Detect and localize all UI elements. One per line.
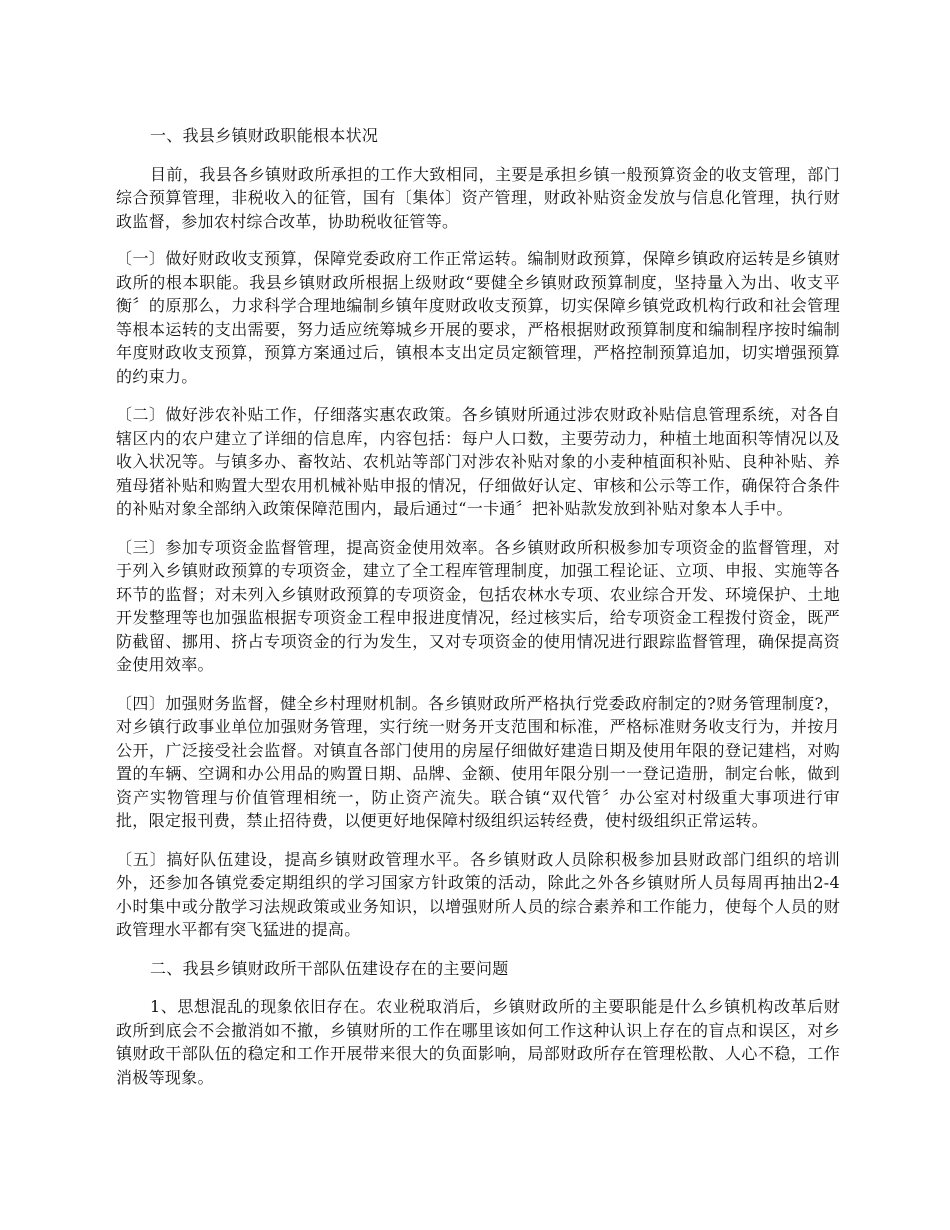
item-paragraph-1: 〔一〕做好财政收支预算，保障党委政府工作正常运转。编制财政预算，保障乡镇政府运转是乡镇财政所的根本职能。我县乡镇财政所根据上级财政“要健全乡镇财政预算制度，坚持量入为出、收支平衡〞的原那么，力求科学合理地编制乡镇年度财政收支预算，切实保障乡镇党政机构行政和社会管理等根本运转的支出需要，努力适应统筹城乡开展的要求，严格根据财政预算制度和编制程序按时编制年度财政收支预算，预算方案通过后，镇根本支出定员定额管理，严格控制预算追加，切实增强预算的约束力。 (116, 249, 840, 386)
item-paragraph-4: 〔四〕加强财务监督，健全乡村理财机制。各乡镇财政所严格执行党委政府制定的?财务管理制度?，对乡镇行政事业单位加强财务管理，实行统一财务开支范围和标准，严格标准财务收支行为，并按月公开，广泛接受社会监督。对镇直各部门使用的房屋仔细做好建造日期及使用年限的登记建档，对购置的车辆、空调和办公用品的购置日期、品牌、金额、使用年限分别一一登记造册，制定台帐，做到资产实物管理与价值管理相统一，防止资产流失。联合镇“双代管〞办公室对村级重大事项进行审批，限定报刊费，禁止招待费，以便更好地保障村级组织运转经费，使村级组织正常运转。 (116, 693, 840, 830)
item-paragraph-5: 〔五〕搞好队伍建设，提高乡镇财政管理水平。各乡镇财政人员除积极参加县财政部门组织的培训外，还参加各镇党委定期组织的学习国家方针政策的活动，除此之外各乡镇财所人员每周再抽出2-4小时集中或分散学习法规政策或业务知识，以增强财所人员的综合素养和工作能力，使每个人员的财政管理水平都有突飞猛进的提高。 (116, 849, 840, 939)
item-paragraph-2: 〔二〕做好涉农补贴工作，仔细落实惠农政策。各乡镇财所通过涉农财政补贴信息管理系统，对各自辖区内的农户建立了详细的信息库，内容包括：每户人口数，主要劳动力，种植土地面积等情况以及收入状况等。与镇多办、畜牧站、农机站等部门对涉农补贴对象的小麦种植面积补贴、良种补贴、养殖母猪补贴和购置大型农用机械补贴申报的情况，仔细做好认定、审核和公示等工作，确保符合条件的补贴对象全部纳入政策保障范围内，最后通过“一卡通〞把补贴款发放到补贴对象本人手中。 (116, 405, 840, 518)
item-paragraph-3: 〔三〕参加专项资金监督管理，提高资金使用效率。各乡镇财政所积极参加专项资金的监督管理，对于列入乡镇财政预算的专项资金，建立了全工程库管理制度，加强工程论证、立项、申报、实施等各环节的监督；对未列入乡镇财政预算的专项资金，包括农林水专项、农业综合开发、环境保护、土地开发整理等也加强监根据专项资金工程申报进度情况，经过核实后，给专项资金工程拨付资金，既严防截留、挪用、挤占专项资金的行为发生，又对专项资金的使用情况进行跟踪监督管理，确保提高资金使用效率。 (116, 537, 840, 674)
problem-paragraph-1: 1、思想混乱的现象依旧存在。农业税取消后，乡镇财政所的主要职能是什么乡镇机构改革后财政所到底会不会撤消如不撤，乡镇财所的工作在哪里该如何工作这种认识上存在的盲点和误区，对乡镇财政干部队伍的稳定和工作开展带来很大的负面影响，局部财政所存在管理松散、人心不稳，工作消极等现象。 (116, 997, 840, 1087)
section-heading-1: 一、我县乡镇财政职能根本状况 (150, 126, 379, 145)
document-page (116, 124, 840, 1103)
intro-paragraph: 目前，我县各乡镇财政所承担的工作大致相同，主要是承担乡镇一般预算资金的收支管理，部门综合预算管理，非税收入的征管，国有〔集体〕资产管理，财政补贴资金发放与信息化管理，执行财政监督，参加农村综合改革，协助税收征管等。 (116, 164, 840, 231)
section-heading-2: 二、我县乡镇财政所干部队伍建设存在的主要问题 (150, 958, 509, 978)
